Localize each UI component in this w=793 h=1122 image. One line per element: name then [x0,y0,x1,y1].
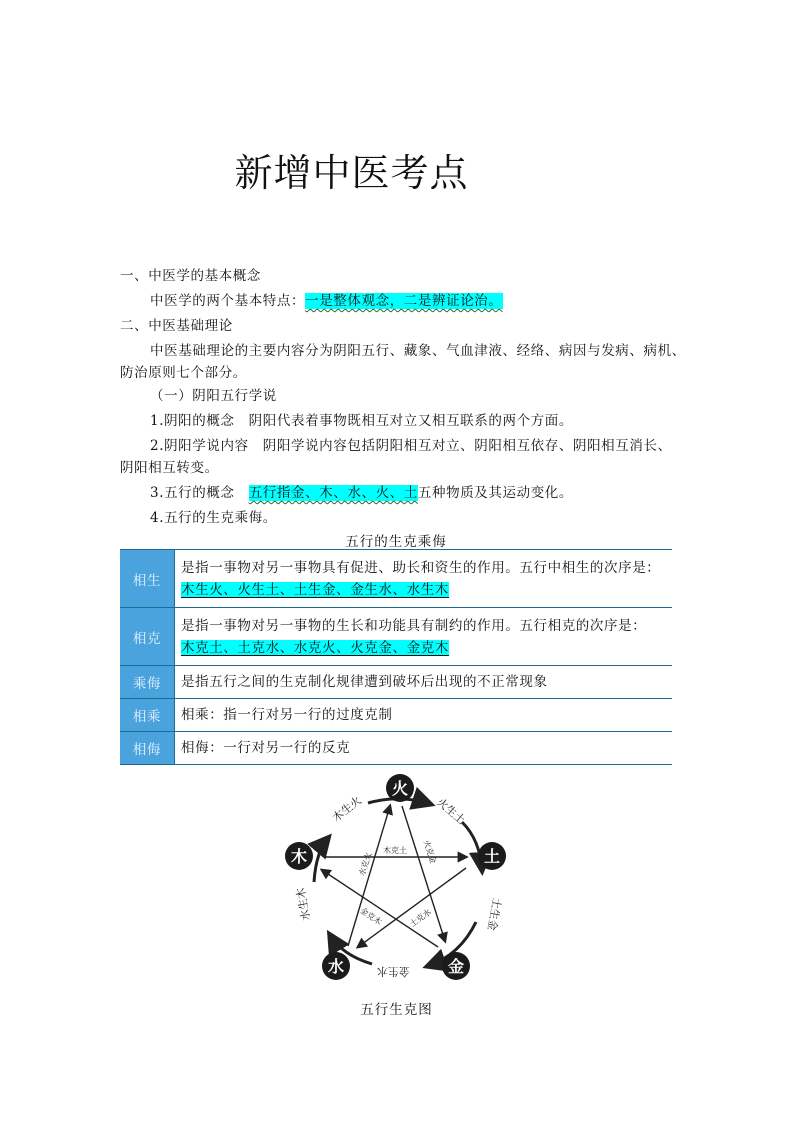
paragraph-theory-content: 中医基础理论的主要内容分为阴阳五行、藏象、气血津液、经络、病因与发病、病机、 [150,343,686,359]
highlighted-text: 木克土、土克水、水克火、火克金、金克木 [181,639,449,656]
row-header: 相侮 [120,732,175,765]
figure-caption: 五行生克图 [360,1002,433,1018]
item-yinyang-concept: 1.阴阳的概念 阴阳代表着事物既相互对立又相互联系的两个方面。 [150,413,573,429]
wuxing-table [120,549,672,765]
text-prefix: 3.五行的概念 [150,485,249,501]
text-suffix: 五种物质及其运动变化。 [417,485,573,501]
svg-text:火: 火 [391,779,409,798]
svg-text:木生火: 木生火 [330,793,365,825]
item-yinyang-content: 2.阴阳学说内容 阴阳学说内容包括阴阳相互对立、阴阳相互依存、阴阳相互消长、 [150,438,672,454]
heading-basic-concepts: 一、中医学的基本概念 [120,268,261,284]
svg-text:火生土: 火生土 [434,795,468,827]
svg-text:木克土: 木克土 [383,846,407,855]
heading-basic-theory: 二、中医基础理论 [120,318,233,334]
row-content: 相侮：一行对另一行的反克 [175,732,673,765]
svg-text:火克金: 火克金 [421,839,438,865]
svg-text:金生水: 金生水 [377,965,410,978]
svg-text:水生木: 水生木 [294,886,313,922]
generating-labels [290,793,504,979]
element-nodes [285,774,506,980]
svg-text:金: 金 [447,957,465,976]
svg-text:土克水: 土克水 [408,907,433,929]
fire-node [386,774,414,802]
earth-node [478,842,506,870]
item-wuxing-relations: 4.五行的生克乘侮。 [150,510,277,526]
document-title: 新增中医考点 [234,151,469,195]
row-header: 相克 [120,608,175,666]
svg-text:水: 水 [327,957,345,976]
row-header: 相乘 [120,699,175,732]
row-content: 是指五行之间的生克制化规律遭到破坏后出现的不正常现象 [175,666,673,699]
row-text: 是指一事物对另一事物的生长和功能具有制约的作用。五行相克的次序是： [181,617,647,634]
paragraph-theory-content-cont: 防治原则七个部分。 [120,365,247,381]
row-text: 是指一事物对另一事物具有促进、助长和资生的作用。五行中相生的次序是： [181,559,661,576]
item-yinyang-content-cont: 阴阳相互转变。 [120,460,219,476]
item-wuxing-concept [150,482,573,504]
water-node [322,952,350,980]
row-content [175,608,673,666]
row-header: 乘侮 [120,666,175,699]
highlighted-text: 五行指金、木、水、火、土 [248,485,418,501]
table-row [120,608,672,666]
svg-text:水克火: 水克火 [357,851,374,877]
wuxing-cycle-diagram [280,770,520,985]
controlling-star-arrows [322,806,466,947]
metal-node [442,952,470,980]
row-header: 相生 [120,550,175,608]
row-content [175,550,673,608]
svg-text:金克木: 金克木 [358,905,384,927]
row-content: 相乘：指一行对另一行的过度克制 [175,699,673,732]
svg-text:土生金: 土生金 [484,896,504,932]
highlighted-text: 木生火、火生土、土生金、金生水、水生木 [181,581,449,598]
wood-node [285,842,313,870]
subheading-yinyang-wuxing: （一）阴阳五行学说 [150,388,277,404]
table-row [120,732,672,765]
table-row [120,699,672,732]
table-row [120,550,672,608]
table-row [120,666,672,699]
svg-text:土: 土 [483,847,501,866]
paragraph-two-features [150,290,503,312]
highlighted-text: 一是整体观念，二是辨证论治。 [305,293,503,309]
table-caption: 五行的生克乘侮 [345,534,447,550]
svg-text:木: 木 [290,847,308,866]
text-prefix: 中医学的两个基本特点： [150,293,306,309]
